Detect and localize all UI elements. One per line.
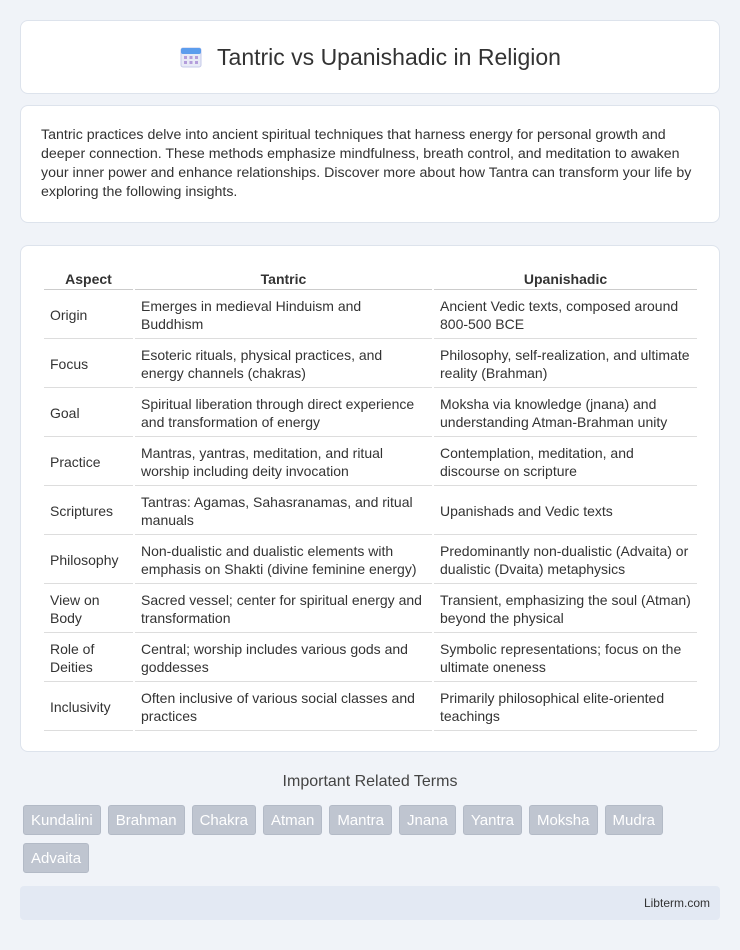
cell-aspect: Origin	[44, 292, 133, 339]
table-row	[44, 292, 697, 339]
title-card	[20, 20, 720, 94]
cell-upanishadic: Ancient Vedic texts, composed around 800-500 BCE	[434, 292, 697, 339]
cell-aspect: Goal	[44, 390, 133, 437]
term-tag[interactable]: Brahman	[108, 805, 185, 835]
table-row	[44, 488, 697, 535]
cell-aspect: Role of Deities	[44, 635, 133, 682]
cell-aspect: Inclusivity	[44, 684, 133, 731]
comparison-table	[42, 264, 699, 733]
cell-aspect: Practice	[44, 439, 133, 486]
cell-upanishadic: Contemplation, meditation, and discourse on scripture	[434, 439, 697, 486]
term-tag[interactable]: Moksha	[529, 805, 598, 835]
table-row	[44, 390, 697, 437]
term-tag[interactable]: Kundalini	[23, 805, 101, 835]
related-terms-title: Important Related Terms	[282, 773, 458, 790]
term-tag[interactable]: Mantra	[329, 805, 392, 835]
cell-tantric: Sacred vessel; center for spiritual energy and transformation	[135, 586, 432, 633]
table-row	[44, 341, 697, 388]
term-tag[interactable]: Jnana	[399, 805, 456, 835]
header-tantric: Tantric	[135, 266, 432, 290]
cell-upanishadic: Predominantly non-dualistic (Advaita) or dualistic (Dvaita) metaphysics	[434, 537, 697, 584]
table-row	[44, 537, 697, 584]
cell-aspect: View on Body	[44, 586, 133, 633]
cell-tantric: Tantras: Agamas, Sahasranamas, and ritual manuals	[135, 488, 432, 535]
footer	[20, 886, 720, 920]
calendar-icon	[179, 45, 203, 69]
cell-aspect: Scriptures	[44, 488, 133, 535]
comparison-card	[20, 245, 720, 752]
intro-card	[20, 105, 720, 223]
term-tag[interactable]: Yantra	[463, 805, 522, 835]
cell-upanishadic: Transient, emphasizing the soul (Atman) beyond the physical	[434, 586, 697, 633]
related-terms-list	[23, 805, 717, 873]
cell-upanishadic: Philosophy, self-realization, and ultimate reality (Brahman)	[434, 341, 697, 388]
cell-tantric: Mantras, yantras, meditation, and ritual worship including deity invocation	[135, 439, 432, 486]
cell-aspect: Focus	[44, 341, 133, 388]
table-row	[44, 586, 697, 633]
term-tag[interactable]: Advaita	[23, 843, 89, 873]
header-upanishadic: Upanishadic	[434, 266, 697, 290]
page-title: Tantric vs Upanishadic in Religion	[217, 43, 561, 70]
cell-tantric: Emerges in medieval Hinduism and Buddhism	[135, 292, 432, 339]
cell-tantric: Central; worship includes various gods and goddesses	[135, 635, 432, 682]
table-row	[44, 635, 697, 682]
term-tag[interactable]: Mudra	[605, 805, 664, 835]
term-tag[interactable]: Atman	[263, 805, 322, 835]
footer-text[interactable]: Libterm.com	[643, 896, 710, 910]
table-header-row	[44, 266, 697, 290]
cell-aspect: Philosophy	[44, 537, 133, 584]
cell-tantric: Often inclusive of various social classes and practices	[135, 684, 432, 731]
header-aspect: Aspect	[44, 266, 133, 290]
cell-upanishadic: Upanishads and Vedic texts	[434, 488, 697, 535]
cell-upanishadic: Moksha via knowledge (jnana) and understanding Atman-Brahman unity	[434, 390, 697, 437]
table-row	[44, 439, 697, 486]
cell-tantric: Spiritual liberation through direct experience and transformation of energy	[135, 390, 432, 437]
cell-upanishadic: Symbolic representations; focus on the ultimate oneness	[434, 635, 697, 682]
table-row	[44, 684, 697, 731]
cell-tantric: Non-dualistic and dualistic elements with emphasis on Shakti (divine feminine energy)	[135, 537, 432, 584]
cell-upanishadic: Primarily philosophical elite-oriented teachings	[434, 684, 697, 731]
intro-text: Tantric practices delve into ancient spiritual techniques that harness energy for personal growth and deeper connection. These methods emphasize mindfulness, breath control, and meditation to awaken your inner power and enhance relationships. Discover more about how Tantra can transform your life by exploring the following insights.	[41, 127, 692, 201]
term-tag[interactable]: Chakra	[192, 805, 256, 835]
cell-tantric: Esoteric rituals, physical practices, and energy channels (chakras)	[135, 341, 432, 388]
